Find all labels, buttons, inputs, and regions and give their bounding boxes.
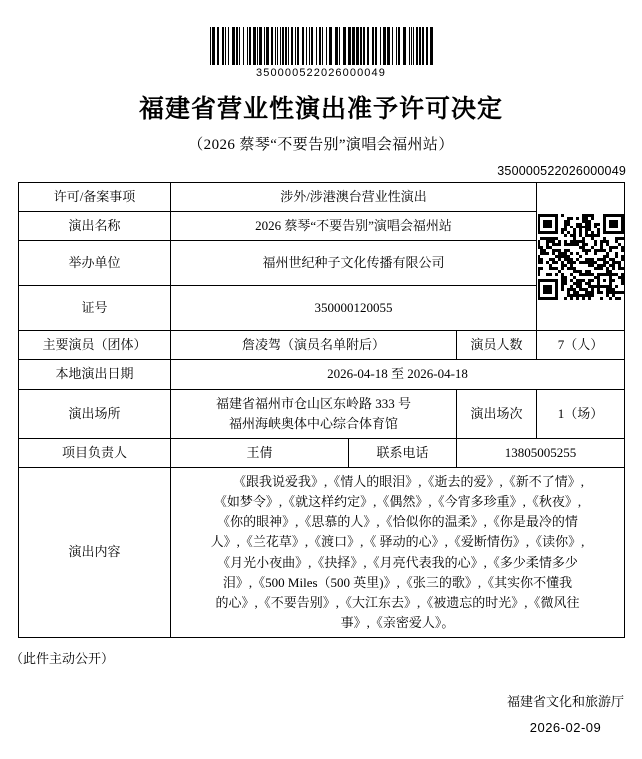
performer-count-label: 演员人数 [457,331,537,360]
barcode-block [0,0,642,79]
table-row [19,241,625,286]
table-row [19,438,625,467]
permit-table-wrapper [18,182,624,638]
issuer-name: 福建省文化和旅游厅 [506,694,624,709]
table-row [19,389,625,438]
permit-item-value: 涉外/涉港澳台营业性演出 [171,183,537,212]
content-line: 事》,《亲密爱人》。 [340,614,455,630]
local-date-value: 2026-04-18 至 2026-04-18 [171,360,625,389]
performer-count-value: 7（人） [537,331,625,360]
qr-code-holder [537,214,624,300]
permit-table [18,182,625,638]
content-line: 《如梦令》,《就这样约定》,《偶然》,《今宵多珍重》,《秋夜》, [213,494,582,510]
table-row [19,331,625,360]
content-line: 《跟我说爱我》,《情人的眼泪》,《逝去的爱》,《新不了情》, [233,473,585,489]
content-line: 的心》,《不要告别》,《大江东去》,《被遗忘的时光》,《微风往 [215,594,580,610]
table-row [19,360,625,389]
local-date-label: 本地演出日期 [19,360,171,389]
main-performer-label: 主要演员（团体） [19,331,171,360]
document-number: 350000522026000049 [497,164,626,178]
show-name-value: 2026 蔡琴“不要告别”演唱会福州站 [171,212,537,241]
venue-line-2: 福州海峡奥体中心综合体育馆 [228,415,398,431]
qr-code-cell [537,183,625,331]
barcode-number: 350000522026000049 [256,67,386,79]
content-line: 《你的眼神》,《思慕的人》,《恰似你的温柔》,《你是最冷的情 [217,514,578,530]
show-name-label: 演出名称 [19,212,171,241]
content-line: 《月光小夜曲》,《抉择》,《月亮代表我的心》,《多少柔情多少 [217,554,578,570]
content-line: 人》,《兰花草》,《渡口》,《 驿动的心》,《爱断情伤》,《读你》, [210,534,585,550]
organizer-label: 举办单位 [19,241,171,286]
barcode-bars [210,27,433,65]
page-title: 福建省营业性演出准予许可决定 [138,95,503,123]
organizer-value: 福州世纪种子文化传播有限公司 [171,241,537,286]
content-label: 演出内容 [19,467,171,637]
venue-value [171,389,457,438]
public-disclosure-note: （此件主动公开） [10,651,115,667]
table-row [19,183,625,212]
cert-no-label: 证号 [19,286,171,331]
content-value [171,467,625,637]
permit-item-label: 许可/备案事项 [19,183,171,212]
issue-date: 2026-02-09 [529,720,602,735]
page-subtitle: （2026 蔡琴“不要告别”演唱会福州站） [188,137,454,153]
phone-label: 联系电话 [349,438,457,467]
signature-block [507,689,624,741]
table-row [19,212,625,241]
main-performer-value: 詹凌驾（演员名单附后） [171,331,457,360]
cert-no-value: 350000120055 [171,286,537,331]
table-row [19,286,625,331]
content-line: 泪》,《500 Miles（500 英里)》,《张三的歌》,《其实你不懂我 [222,574,573,590]
manager-label: 项目负责人 [19,438,171,467]
qr-code [538,214,624,300]
phone-value: 13805005255 [457,438,625,467]
venue-label: 演出场所 [19,389,171,438]
sessions-value: 1（场） [537,389,625,438]
venue-line-1: 福建省福州市仓山区东岭路 333 号 [215,395,411,411]
manager-value: 王倩 [171,438,349,467]
sessions-label: 演出场次 [457,389,537,438]
table-row [19,467,625,637]
